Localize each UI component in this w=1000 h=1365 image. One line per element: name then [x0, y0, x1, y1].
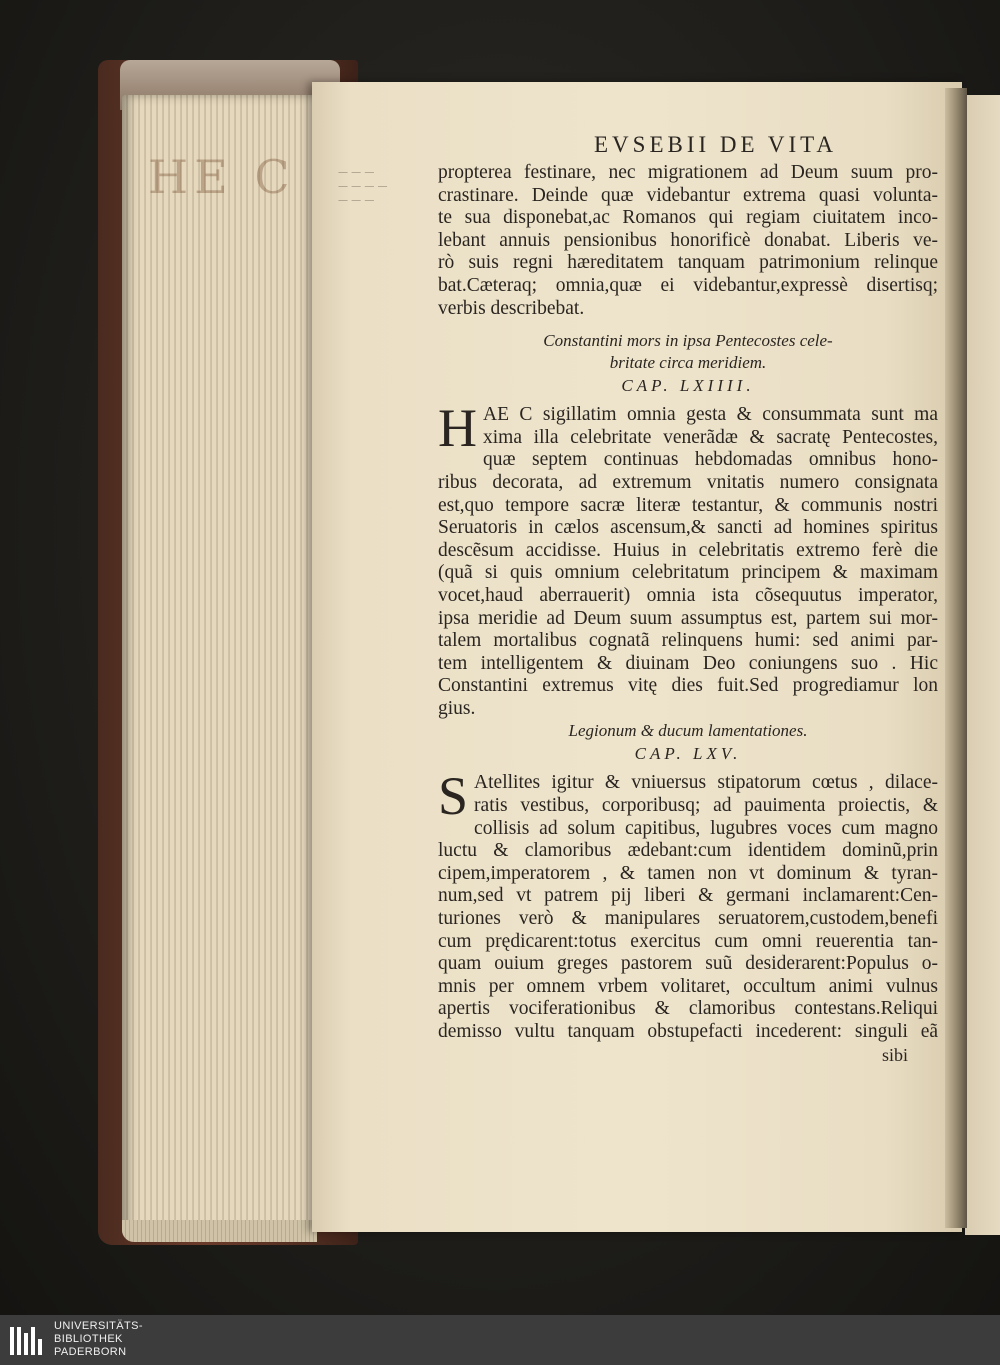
library-name-line: PADERBORN — [54, 1346, 127, 1358]
library-footer — [0, 1315, 1000, 1365]
text-line: ratis vestibus, corporibusq; ad pauimenta proiectis, & — [474, 795, 938, 817]
text-line: crastinare. Deinde quæ videbantur extrema quasi volunta- — [438, 184, 938, 206]
drop-cap: H — [438, 398, 477, 459]
text-line: verbis describebat. — [438, 297, 585, 319]
text-line: gius. — [438, 697, 476, 719]
text-line: talem mortalibus cognatã relinquens humi: sed animi par- — [438, 630, 938, 652]
text-line: mnis per omnem vrbem volitaret, occultum animi vulnus — [438, 975, 938, 997]
page-edges — [122, 95, 317, 1240]
library-name-line: BIBLIOTHEK — [54, 1333, 123, 1345]
chapter-number: CAP. LXIIII. — [621, 376, 755, 396]
text-line: propterea festinare, nec migrationem ad Deum suum pro- — [438, 162, 938, 183]
text-line: xima illa celebritate venerãdæ & sacratę Pentecostes, — [483, 426, 938, 448]
text-line: te sua disponebat,ac Romanos qui regiam ciuitatem inco- — [438, 207, 938, 229]
text-line: Seruatoris in cælos ascensum,& sancti ad homines spiritus — [438, 517, 938, 539]
text-line: ribus decorata, ad extremum vnitatis numero consignata — [438, 471, 938, 493]
chapter-caption: britate circa meridiem. — [609, 353, 767, 373]
text-line: quæ septem continuas hebdomadas omnibus hono- — [483, 449, 938, 471]
marginal-annotation — [338, 166, 438, 208]
text-line: Constantini extremus vitę dies fuit.Sed progrediamur lon — [438, 675, 938, 697]
text-line: bat.Cæteraq; omnia,quæ ei videbantur,expressè disertisq; — [438, 274, 938, 296]
library-name — [54, 1320, 143, 1359]
text-line: demisso vultu tanquam obstupefacti incederent: singuli eã — [438, 1021, 938, 1042]
intro-paragraph — [438, 162, 938, 320]
text-line: est,quo tempore sacræ literæ testantur, & communis nostri — [438, 494, 938, 516]
text-line: apertis vociferationibus & clamoribus contestans.Reliqui — [438, 998, 938, 1020]
bleed-through-text: HE C — [148, 150, 296, 204]
text-line: (quã si quis omnium celebritatum principem & maximam — [438, 562, 938, 584]
text-line: quam ouium greges pastorem suũ desiderarent:Populus o- — [438, 953, 938, 975]
annotation-line: — — — — [338, 167, 375, 178]
text-line: cum prędicarent:totus exercitus cum omni reuerentia tan- — [438, 930, 938, 952]
text-line: collisis ad solum capitibus, lugubres voces cum magno — [474, 817, 938, 839]
catchword: sibi — [881, 1044, 908, 1065]
annotation-line: — — — — [338, 195, 375, 206]
text-line: ipsa meridie ad Deum suum assumptus est, partem sui mor- — [438, 607, 938, 629]
text-line: vocet,haud aberrauerit) omnia ista cõsequutus imperator, — [438, 584, 938, 606]
page-gutter — [945, 88, 967, 1228]
drop-cap: S — [438, 766, 469, 827]
chapter-caption: Constantini mors in ipsa Pentecostes cele- — [543, 331, 833, 351]
text-line: tem intelligentem & diuinam Deo coniungens suo . Hic — [438, 652, 938, 674]
page-edges-bottom — [122, 1220, 317, 1242]
text-line: Atellites igitur & vniuersus stipatorum cœtus , dilace- — [474, 772, 938, 794]
library-name-line: UNIVERSITÄTS- — [54, 1320, 143, 1332]
text-line: lebant annuis pensionibus honorificè donabat. Liberis ve- — [438, 229, 938, 251]
text-line: luctu & clamoribus ædebant:cum identidem dominũ,prin — [438, 840, 938, 862]
annotation-line: — — — — — [338, 181, 388, 192]
text-line: descẽsum accidisse. Huius in celebritatis extremo ferè die — [438, 539, 938, 561]
text-line: cipem,imperatorem , & tamen non vt dominum & tyran- — [438, 862, 938, 884]
text-line: rò suis regni hæreditatem tanquam patrimonium relinque — [438, 252, 938, 274]
chapter-number: CAP. LXV. — [634, 744, 742, 764]
facing-page-sliver — [965, 95, 1000, 1235]
chapter-caption: Legionum & ducum lamentationes. — [568, 721, 808, 741]
chapter-paragraph — [438, 398, 938, 720]
text-line: turiones verò & manipulares seruatorem,custodem,benefi — [438, 908, 938, 930]
running-head: EVSEBII DE VITA — [594, 132, 837, 157]
text-line: num,sed vt patrem pij liberi & germani inclamarent:Cen- — [438, 885, 938, 907]
chapter-paragraph — [438, 766, 938, 1043]
library-logo-icon — [8, 1323, 44, 1359]
page-text — [438, 132, 938, 1066]
text-line: AE C sigillatim omnia gesta & consummata sunt ma — [483, 404, 938, 426]
